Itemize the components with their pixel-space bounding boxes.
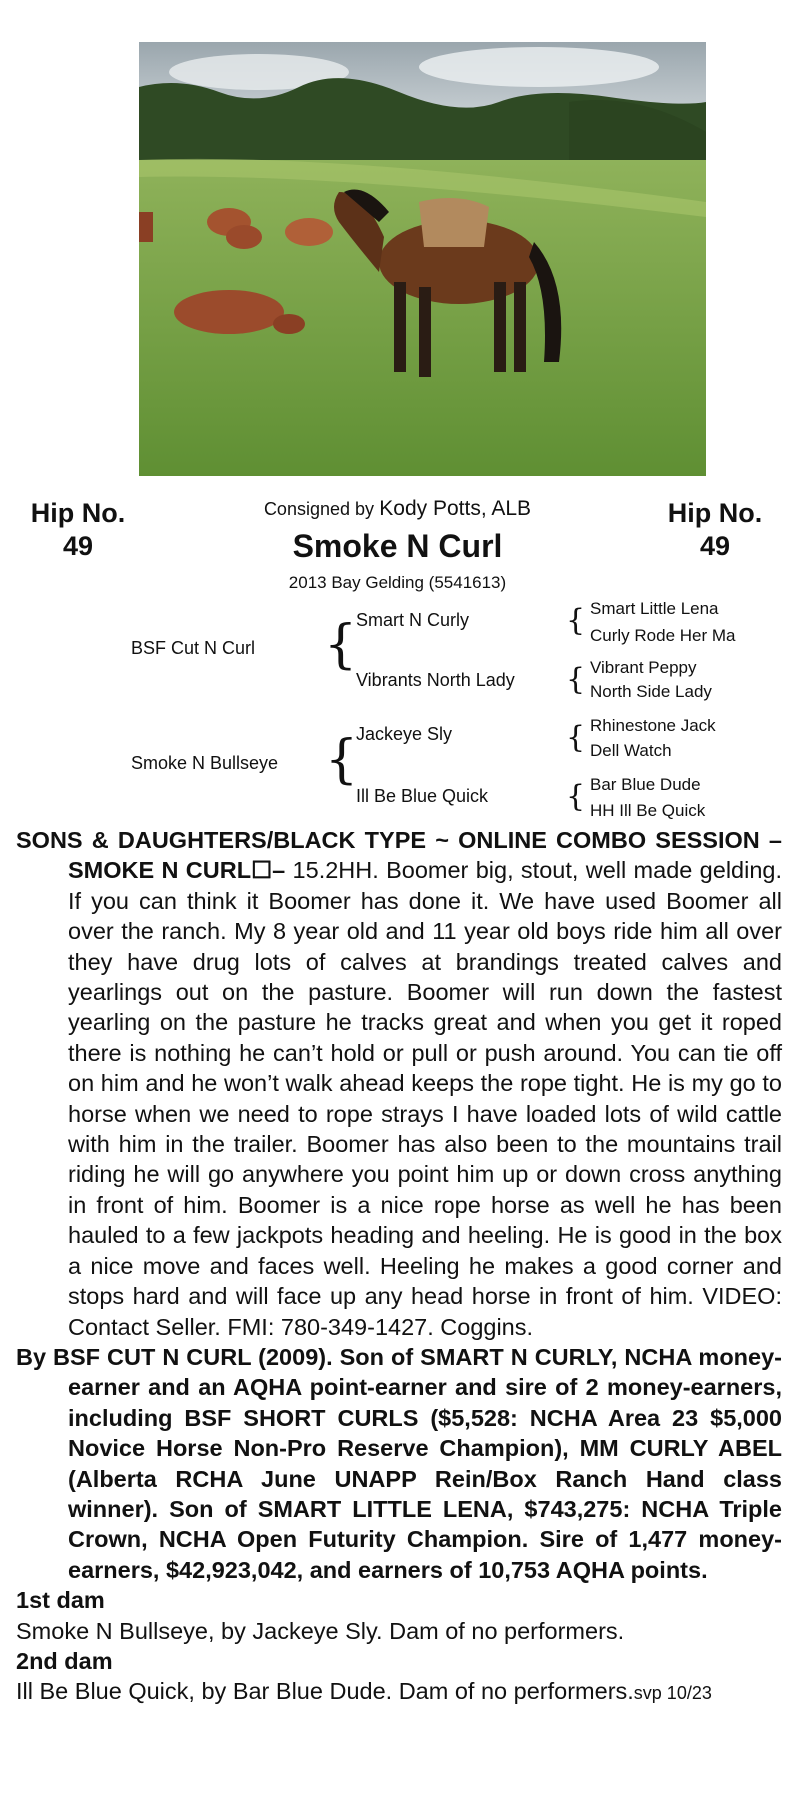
pedigree-dam-sire-sire: Rhinestone Jack	[590, 716, 716, 735]
description-lead: SONS & DAUGHTERS/BLACK TYPE ~ ONLINE COMBO SESSION – SMOKE N CURL☐–	[16, 827, 782, 884]
catalog-code: svp 10/23	[633, 1683, 712, 1704]
hip-value: 49	[699, 531, 731, 561]
pedigree-sire-dam: Vibrants North Lady	[356, 670, 515, 690]
pedigree-sire-sire-sire: Smart Little Lena	[590, 599, 719, 618]
consigned-prefix: Consigned by	[263, 499, 375, 519]
pedigree-dam-dam-dam: HH Ill Be Quick	[590, 801, 706, 820]
horse-name: Smoke N Curl	[292, 528, 503, 564]
consignor-line	[200, 497, 595, 521]
pedigree-brace: {	[566, 603, 586, 638]
second-dam-heading: 2nd dam	[16, 1647, 113, 1674]
pedigree-dam-sire: Jackeye Sly	[356, 724, 453, 744]
pedigree-dam-dam: Ill Be Blue Quick	[356, 786, 489, 806]
pedigree-sire-dam-sire: Vibrant Peppy	[590, 658, 697, 677]
pedigree-sire-dam-dam: North Side Lady	[590, 682, 712, 701]
pedigree-brace: {	[566, 662, 586, 697]
hip-number-right	[645, 497, 785, 563]
hip-value: 49	[62, 531, 94, 561]
consignor-name: Kody Potts, ALB	[379, 497, 532, 520]
first-dam-heading: 1st dam	[16, 1587, 105, 1614]
sire-info-paragraph: By BSF CUT N CURL (2009). Son of SMART N CURLY, NCHA money-earner and an AQHA point-earner and sire of 2 money-earners, including BSF SHORT CURLS ($5,528: NCHA Area 23 $5,000 Novice Horse Non-Pro Reserve Champion), MM CURLY ABEL (Alberta RCHA June UNAPP Rein/Box Ranch Hand class winner). Son of SMART LITTLE LENA, $743,275: NCHA Triple Crown, NCHA Open Futurity Champion. Sire of 1,477 money-earners, $42,923,042, and earners of 10,753 AQHA points.	[16, 1343, 782, 1583]
pedigree-dam-dam-sire: Bar Blue Dude	[590, 775, 701, 794]
horse-photo	[139, 42, 706, 476]
pedigree-sire-sire: Smart N Curly	[356, 610, 470, 630]
pedigree-brace: {	[324, 615, 358, 675]
pedigree-sire: BSF Cut N Curl	[131, 638, 256, 658]
pedigree-dam: Smoke N Bullseye	[131, 753, 279, 773]
hip-label: Hip No.	[30, 498, 126, 528]
description-paragraph	[16, 825, 782, 1342]
second-dam-text: Ill Be Blue Quick, by Bar Blue Dude. Dam of no performers.	[16, 1678, 634, 1705]
description-body: 15.2HH. Boomer big, stout, well made gelding. If you can think it Boomer has done it. We have used Boomer all over the ranch. My 8 year old and 11 year old boys ride him all over they have drug lots of calves at brandings treated calves and yearlings out on the pasture. Boomer will run down the fastest yearling on the pasture he tracks great and when you get it roped there is nothing he can’t hold or pull or push around. You can tie off on him and he won’t walk ahead keeps the rope tight. He is my go to horse when we need to rope strays I have loaded lots of wild cattle with him in the trailer. Boomer has also been to the mountains trail riding he will go anywhere you point him up or down cross anything in front of him. Boomer is a nice rope horse as well he has been hauled to a few jackpots heading and heeling. He is good in the box a nice move and faces well. Heeling he makes a good corner and stops hard and will face up any head horse in front of him. VIDEO: Contact Seller. FMI: 780-349-1427. Coggins.	[68, 857, 782, 1340]
hip-label: Hip No.	[667, 498, 763, 528]
first-dam-text: Smoke N Bullseye, by Jackeye Sly. Dam of no performers.	[16, 1617, 625, 1644]
second-dam-line	[16, 1676, 782, 1708]
foaling-info: 2013 Bay Gelding (5541613)	[288, 573, 507, 592]
hip-number-left	[8, 497, 148, 563]
pedigree-brace: {	[325, 730, 359, 790]
catalog-text	[16, 825, 782, 1709]
pedigree-brace: {	[566, 779, 586, 814]
pedigree-brace: {	[566, 720, 586, 755]
pedigree-sire-sire-dam: Curly Rode Her Ma	[590, 626, 736, 645]
pedigree-dam-sire-dam: Dell Watch	[590, 741, 672, 760]
